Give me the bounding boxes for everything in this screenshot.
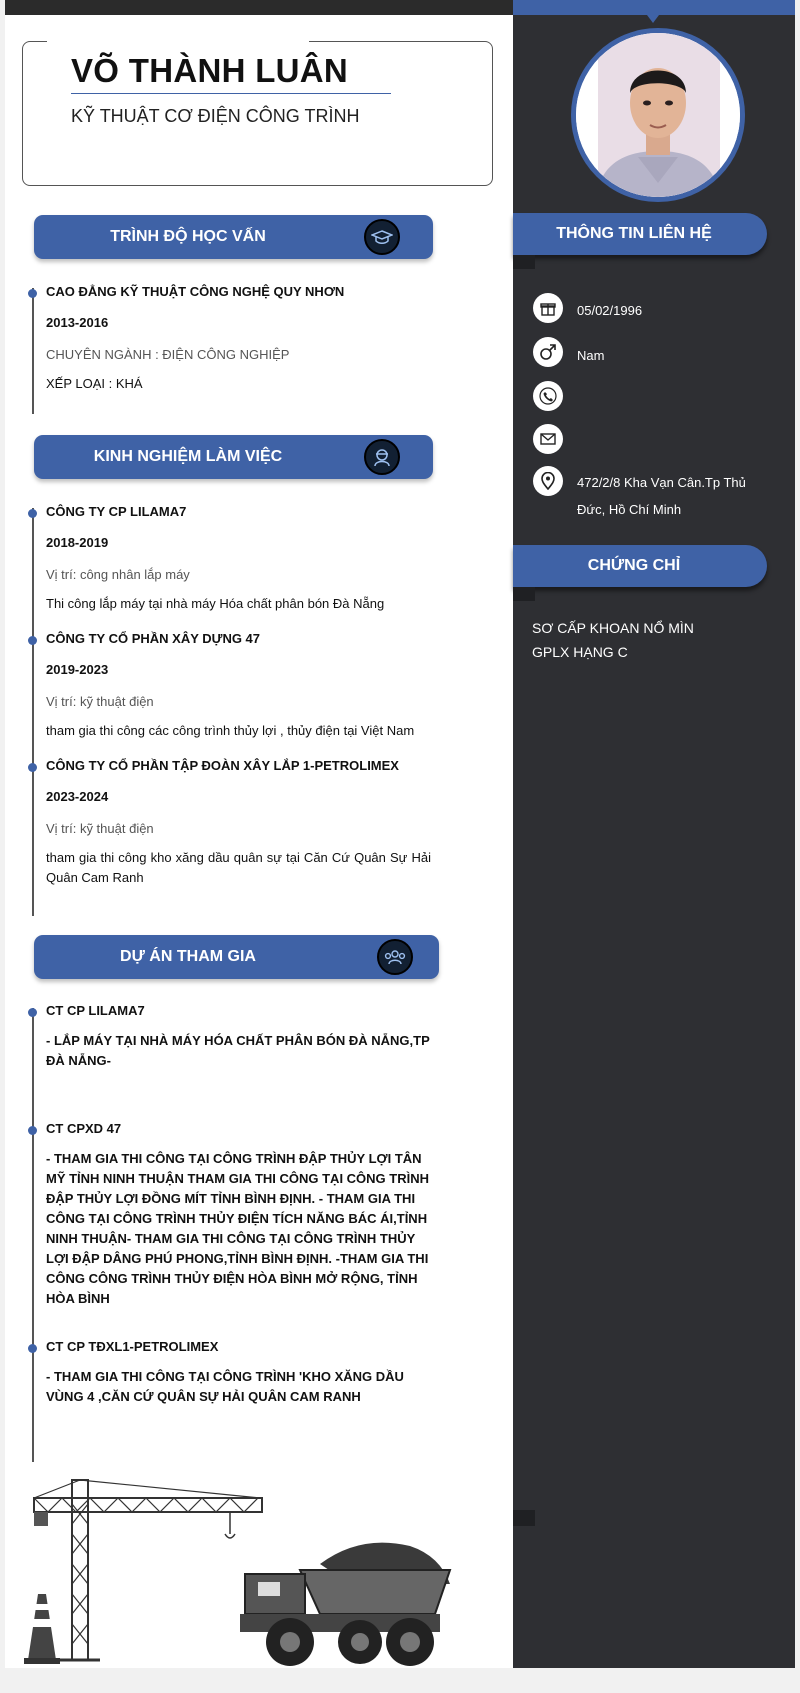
section-certificates-title: CHỨNG CHỈ bbox=[587, 557, 681, 574]
experience-years: 2019-2023 bbox=[46, 662, 109, 677]
experience-company: CÔNG TY CỔ PHẦN TẬP ĐOÀN XÂY LẮP 1-PETROLIMEX bbox=[46, 758, 399, 773]
construction-illustration bbox=[20, 1474, 460, 1668]
experience-desc: Thi công lắp máy tại nhà máy Hóa chất phân bón Đà Nẵng bbox=[46, 596, 385, 611]
sidebar-accent-line bbox=[513, 0, 795, 15]
experience-desc: tham gia thi công các công trình thủy lợi , thủy điện tại Việt Nam bbox=[46, 723, 415, 738]
candidate-name: VÕ THÀNH LUÂN bbox=[71, 52, 349, 89]
education-school: CAO ĐẲNG KỸ THUẬT CÔNG NGHỆ QUY NHƠN bbox=[46, 284, 345, 299]
timeline-dot bbox=[28, 636, 37, 645]
section-projects-title: DỰ ÁN THAM GIA bbox=[120, 948, 256, 965]
experience-timeline bbox=[32, 508, 34, 916]
gift-icon bbox=[533, 293, 563, 323]
experience-role: Vị trí: công nhân lắp máy bbox=[46, 567, 190, 582]
experience-role: Vị trí: kỹ thuật điện bbox=[46, 821, 154, 836]
experience-years: 2018-2019 bbox=[46, 535, 109, 550]
education-grade: XẾP LOẠI : KHÁ bbox=[46, 376, 143, 391]
experience-company: CÔNG TY CP LILAMA7 bbox=[46, 504, 187, 519]
experience-desc: tham gia thi công kho xăng dầu quân sự tại Căn Cứ Quân Sự Hải Quân Cam Ranh bbox=[46, 850, 431, 885]
experience-company: CÔNG TY CỔ PHẦN XÂY DỰNG 47 bbox=[46, 631, 261, 646]
timeline-dot bbox=[28, 1126, 37, 1135]
name-underline bbox=[71, 93, 391, 94]
section-education-header bbox=[34, 215, 433, 259]
education-timeline bbox=[32, 288, 34, 414]
project-desc: - THAM GIA THI CÔNG TẠI CÔNG TRÌNH 'KHO XĂNG DẦU VÙNG 4 ,CĂN CỨ QUÂN SỰ HẢI QUÂN CAM RANH bbox=[46, 1369, 404, 1404]
certificate-item: GPLX HẠNG C bbox=[532, 644, 628, 660]
project-company: CT CP LILAMA7 bbox=[46, 1003, 145, 1018]
section-contact-header bbox=[513, 213, 767, 255]
education-major: CHUYÊN NGÀNH : ĐIỆN CÔNG NGHIỆP bbox=[46, 347, 290, 362]
cv-page bbox=[5, 0, 795, 1668]
mail-icon bbox=[533, 424, 563, 454]
experience-role: Vị trí: kỹ thuật điện bbox=[46, 694, 154, 709]
project-company: CT CP TĐXL1-PETROLIMEX bbox=[46, 1339, 219, 1354]
timeline-dot bbox=[28, 1344, 37, 1353]
phone-icon bbox=[533, 381, 563, 411]
location-pin-icon bbox=[533, 466, 563, 496]
male-icon bbox=[533, 337, 563, 367]
team-icon bbox=[377, 939, 413, 975]
contact-gender: Nam bbox=[577, 348, 605, 363]
project-desc: - THAM GIA THI CÔNG TẠI CÔNG TRÌNH ĐẬP THỦY LỢI TÂN MỸ TỈNH NINH THUẬN THAM GIA THI CÔNG TẠI CÔNG TRÌNH ĐẬP THỦY LỢI ĐỒNG MÍT TỈNH BÌNH ĐỊNH. - THAM GIA THI CÔNG TẠI CÔNG TRÌNH THỦY ĐIỆN TÍCH NĂNG BÁC ÁI,TỈNH NINH THUẬN- THAM GIA THI CÔNG TẠI CÔNG TRÌNH THỦY LỢI ĐẬP DÂNG PHÚ PHONG,TỈNH BÌNH ĐỊNH. -THAM GIA THI CÔNG CÔNG TRÌNH THỦY ĐIỆN HÒA BÌNH MỞ RỘNG, TỈNH HÒA BÌNH bbox=[46, 1151, 429, 1306]
graduation-cap-icon bbox=[364, 219, 400, 255]
experience-years: 2023-2024 bbox=[46, 789, 109, 804]
section-contact-title: THÔNG TIN LIÊN HỆ bbox=[556, 225, 712, 242]
section-education-title: TRÌNH ĐỘ HỌC VẤN bbox=[110, 228, 266, 245]
contact-birthday: 05/02/1996 bbox=[577, 303, 643, 318]
avatar bbox=[576, 33, 740, 197]
projects-timeline bbox=[32, 1008, 34, 1462]
section-experience-title: KINH NGHIỆM LÀM VIỆC bbox=[93, 448, 283, 465]
section-certificates-header bbox=[513, 545, 767, 587]
sidebar-notch bbox=[647, 15, 659, 23]
timeline-dot bbox=[28, 509, 37, 518]
timeline-dot bbox=[28, 1008, 37, 1017]
education-years: 2013-2016 bbox=[46, 315, 109, 330]
certificate-item: SƠ CẤP KHOAN NỔ MÌN bbox=[532, 620, 694, 636]
section-experience-header bbox=[34, 435, 433, 479]
project-company: CT CPXD 47 bbox=[46, 1121, 122, 1136]
contact-address: 472/2/8 Kha Vạn Cân.Tp Thủ Đức, Hồ Chí Minh bbox=[577, 475, 746, 517]
top-bar bbox=[5, 0, 518, 15]
job-title: KỸ THUẬT CƠ ĐIỆN CÔNG TRÌNH bbox=[71, 106, 360, 126]
timeline-dot bbox=[28, 763, 37, 772]
worker-icon bbox=[364, 439, 400, 475]
section-projects-header bbox=[34, 935, 439, 979]
timeline-dot bbox=[28, 289, 37, 298]
project-desc: - LẮP MÁY TẠI NHÀ MÁY HÓA CHẤT PHÂN BÓN ĐÀ NẴNG,TP ĐÀ NẴNG- bbox=[46, 1033, 430, 1068]
